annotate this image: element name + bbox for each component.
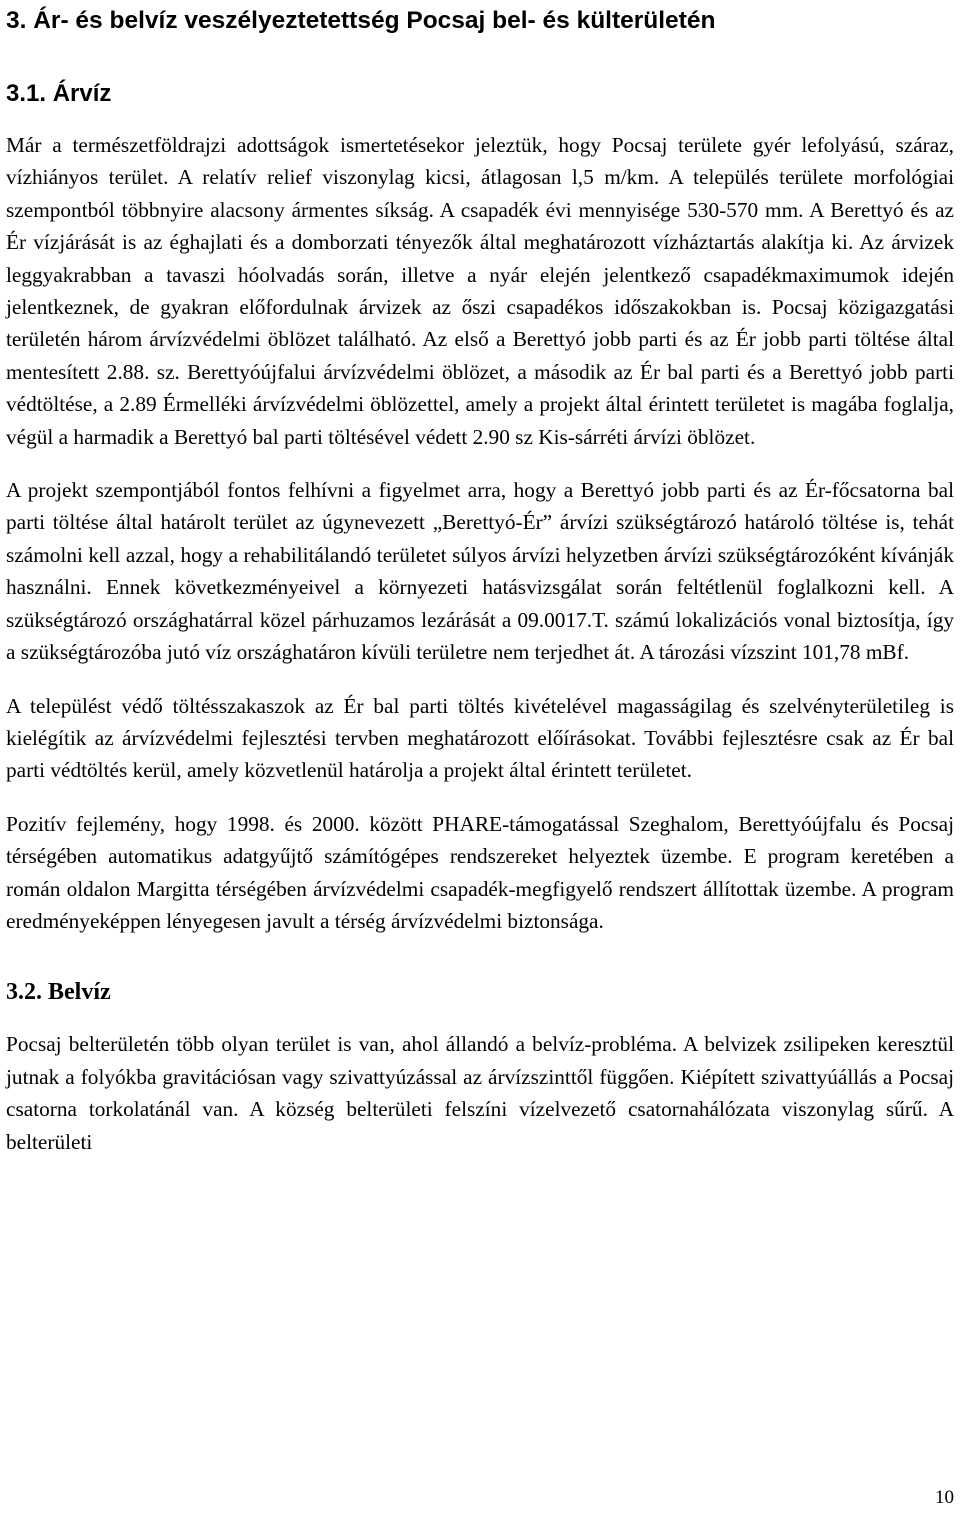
paragraph: A projekt szempontjából fontos felhívni a figyelmet arra, hogy a Berettyó jobb parti és az Ér-főcsatorna bal parti töltése által határolt terület az úgynevezett „Berettyó-Ér” árvízi szükségtározó határoló töltése is, tehát számolni kell azzal, hogy a rehabilitálandó területet súlyos árvízi helyzetben árvízi szükségtározóként kívánják használni. Ennek következményeivel a környezeti hatásvizsgálat során feltétlenül foglalkozni kell. A szükségtározó országhatárral közel párhuzamos lezárását a 09.0017.T. számú lokalizációs vonal biztosítja, így a szükségtározóba jutó víz országhatáron kívüli területre nem terjedhet át. A tározási vízszint 101,78 mBf. xyxy=(6,478,954,665)
section-heading-belviz: 3.2. Belvíz xyxy=(6,979,111,1006)
paragraph: Már a természetföldrajzi adottságok ismertetésekor jeleztük, hogy Pocsaj területe gyér lefolyású, száraz, vízhiányos terület. A relatív relief viszonylag kicsi, átlagosan l,5 m/km. A település területe morfológiai szempontból többnyire alacsony ármentes síkság. A csapadék évi mennyisége 530-570 mm. A Berettyó és az Ér vízjárását is az éghajlati és a domborzati tényezők által meghatározott vízháztartás alakítja ki. Az árvizek leggyakrabban a tavaszi hóolvadás során, illetve a nyár elején jelentkező csapadékmaximumok idején jelentkeznek, de gyakran előfordulnak árvizek az őszi csapadékos időszakokban is. Pocsaj közigazgatási területén három árvízvédelmi öblözet található. Az első a Berettyó jobb parti és az Ér jobb parti töltése által mentesített 2.88. sz. Berettyóújfalui árvízvédelmi öblözet, a második az Ér bal parti és a Berettyó jobb parti védtöltése, a 2.89 Érmelléki árvízvédelmi öblözettel, amely a projekt által érintett területet is magába foglalja, végül a harmadik a Berettyó bal parti töltésével védett 2.90 sz Kis-sárréti árvízi öblözet. xyxy=(6,133,954,449)
document-page xyxy=(6,0,954,1158)
paragraph: A települést védő töltésszakaszok az Ér bal parti töltés kivételével magasságilag és szelvényterületileg is kielégítik az árvízvédelmi fejlesztési tervben meghatározott előírásokat. További fejlesztésre csak az Ér bal parti védtöltés kerül, amely közvetlenül határolja a projekt által érintett területet. xyxy=(6,693,954,783)
chapter-title: 3. Ár- és belvíz veszélyeztetettség Pocsaj bel- és külterületén xyxy=(6,7,716,34)
paragraph: Pocsaj belterületén több olyan terület is van, ahol állandó a belvíz-probléma. A belvizek zsilipeken keresztül jutnak a folyókba gravitációsan vagy szivattyúzással az árvízszinttől függően. Kiépített szivattyúállás a Pocsaj csatorna torkolatánál van. A község belterületi felszíni vízelvezető csatornahálózata viszonylag sűrű. A belterületi xyxy=(6,1032,954,1154)
section-heading-arviz: 3.1. Árvíz xyxy=(6,80,112,107)
paragraph: Pozitív fejlemény, hogy 1998. és 2000. között PHARE-támogatással Szeghalom, Berettyóújfalu és Pocsaj térségében automatikus adatgyűjtő számítógépes rendszereket helyeztek üzembe. E program keretében a román oldalon Margitta térségében árvízvédelmi csapadék-megfigyelő rendszert állítottak üzembe. A program eredményeképpen lényegesen javult a térség árvízvédelmi biztonsága. xyxy=(6,811,954,933)
page-number: 10 xyxy=(935,1487,954,1508)
